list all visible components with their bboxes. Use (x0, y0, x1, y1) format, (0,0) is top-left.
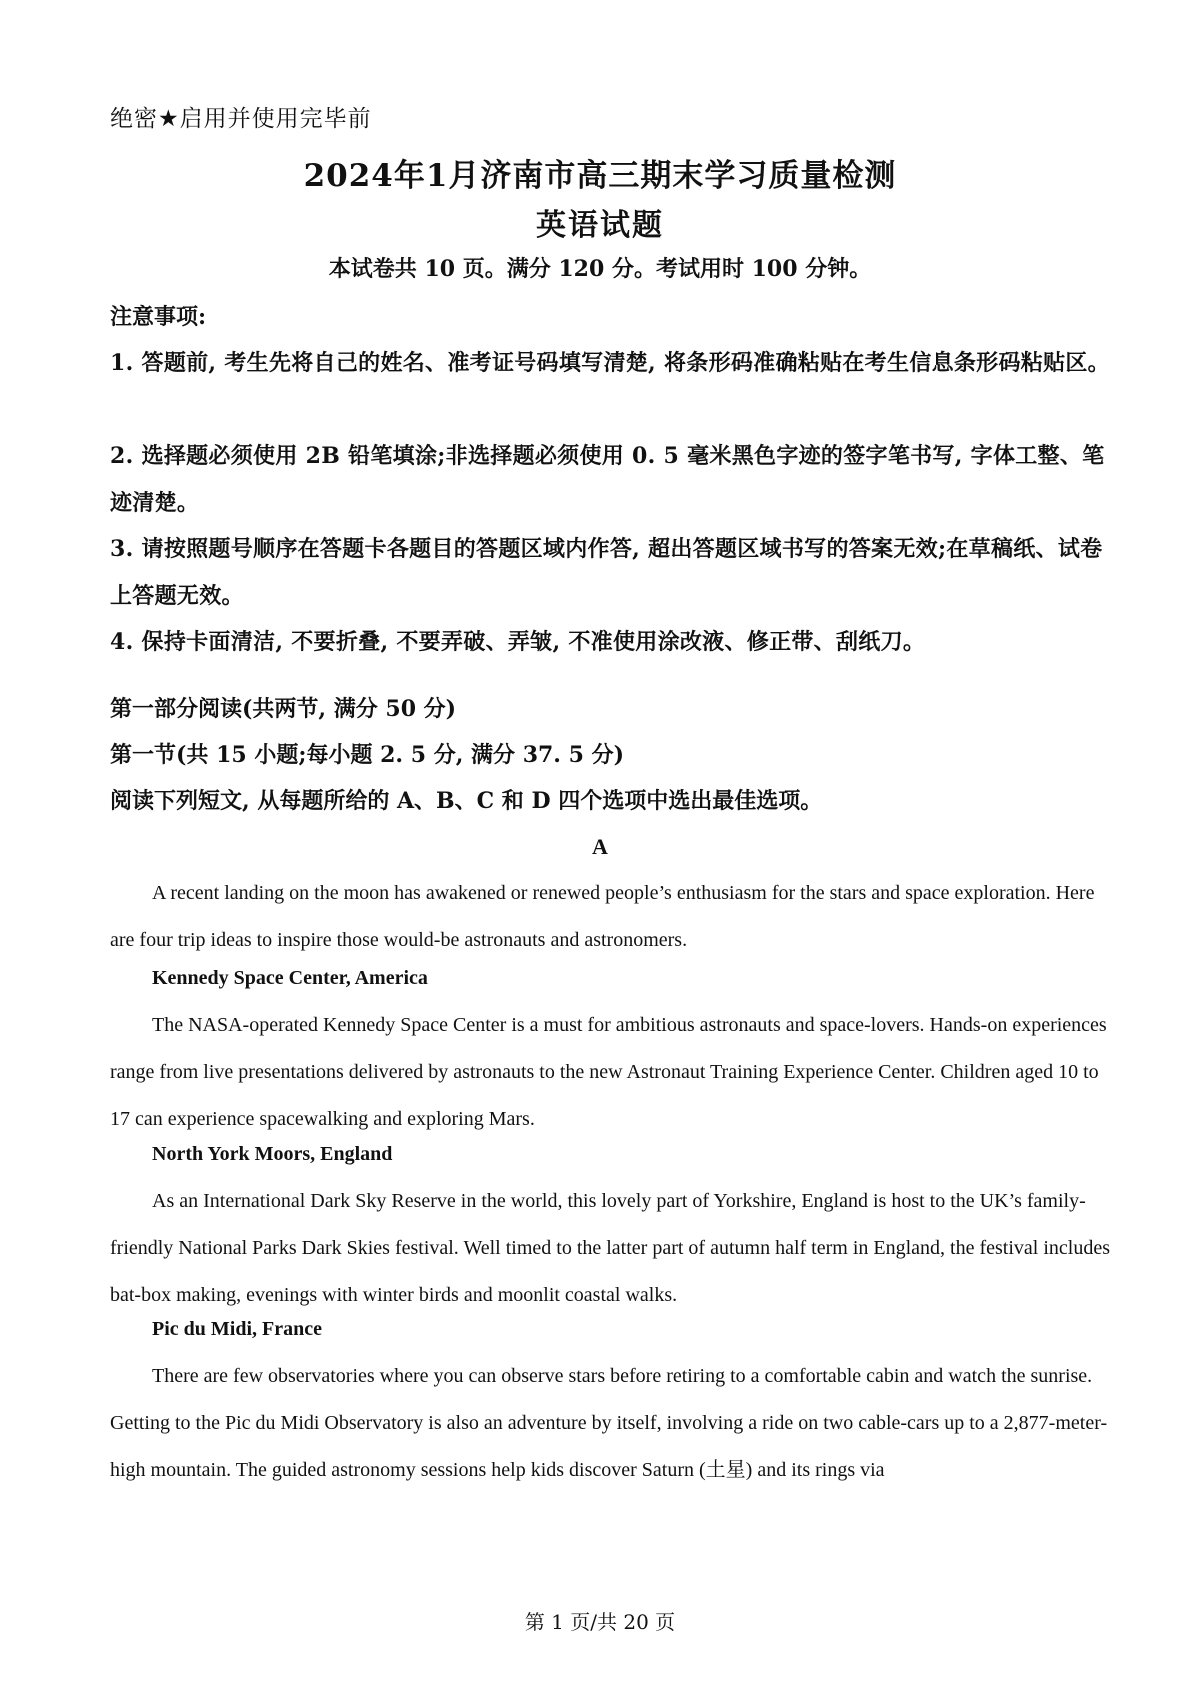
place-body-kennedy: The NASA-operated Kennedy Space Center is a must for ambitious astronauts and space-lovers. Hands-on experiences range from live presentations delivered by astronauts to the new Astronaut Training Experience Center. Children aged 10 to 17 can experience spacewalking and exploring Mars. (110, 1014, 1107, 1130)
place-body-north-york: As an International Dark Sky Reserve in the world, this lovely part of Yorkshire, England is host to the UK’s family-friendly National Parks Dark Skies festival. Well timed to the latter part of autumn half term in England, the festival includes bat-box making, evenings with winter birds and moonlit coastal walks. (110, 1190, 1110, 1306)
note-item-3: 3. 请按照题号顺序在答题卡各题目的答题区域内作答, 超出答题区域书写的答案无效;在草稿纸、试卷上答题无效。 (110, 536, 1103, 609)
place-body-pic-du-midi: There are few observatories where you can observe stars before retiring to a comfortable cabin and watch the sunrise. Getting to the Pic du Midi Observatory is also an adventure by itself, involving a ride on two cable-cars up to a 2,877-meter-high mountain. The guided astronomy sessions help kids discover Saturn (土星) and its rings via (110, 1365, 1108, 1481)
subject-title: 英语试题 (536, 208, 664, 243)
note-item-4: 4. 保持卡面清洁, 不要折叠, 不要弄破、弄皱, 不准使用涂改液、修正带、刮纸刀。 (110, 629, 926, 655)
exam-meta: 本试卷共 10 页。满分 120 分。考试用时 100 分钟。 (328, 256, 872, 282)
part-heading: 第一部分阅读(共两节, 满分 50 分) (110, 696, 457, 722)
section-heading: 第一节(共 15 小题;每小题 2. 5 分, 满分 37. 5 分) (110, 742, 625, 768)
section-instruction: 阅读下列短文, 从每题所给的 A、B、C 和 D 四个选项中选出最佳选项。 (110, 788, 823, 814)
notes-heading: 注意事项: (110, 304, 207, 330)
confidential-label: 绝密★启用并使用完毕前 (110, 106, 372, 132)
exam-title: 2024年1月济南市高三期末学习质量检测 (303, 158, 897, 194)
place-heading-kennedy: Kennedy Space Center, America (152, 967, 428, 989)
note-item-2: 2. 选择题必须使用 2B 铅笔填涂;非选择题必须使用 0. 5 毫米黑色字迹的签字笔书写, 字体工整、笔迹清楚。 (110, 443, 1105, 516)
place-heading-pic-du-midi: Pic du Midi, France (152, 1318, 322, 1340)
place-heading-north-york: North York Moors, England (152, 1143, 393, 1165)
note-item-1: 1. 答题前, 考生先将自己的姓名、准考证号码填写清楚, 将条形码准确粘贴在考生信息条形码粘贴区。 (110, 350, 1110, 376)
page-footer: 第 1 页/共 20 页 (524, 1610, 676, 1634)
passage-letter: A (592, 834, 608, 859)
passage-intro: A recent landing on the moon has awakened or renewed people’s enthusiasm for the stars and space exploration. Here are four trip ideas to inspire those would-be astronauts and astronomers. (110, 882, 1095, 951)
